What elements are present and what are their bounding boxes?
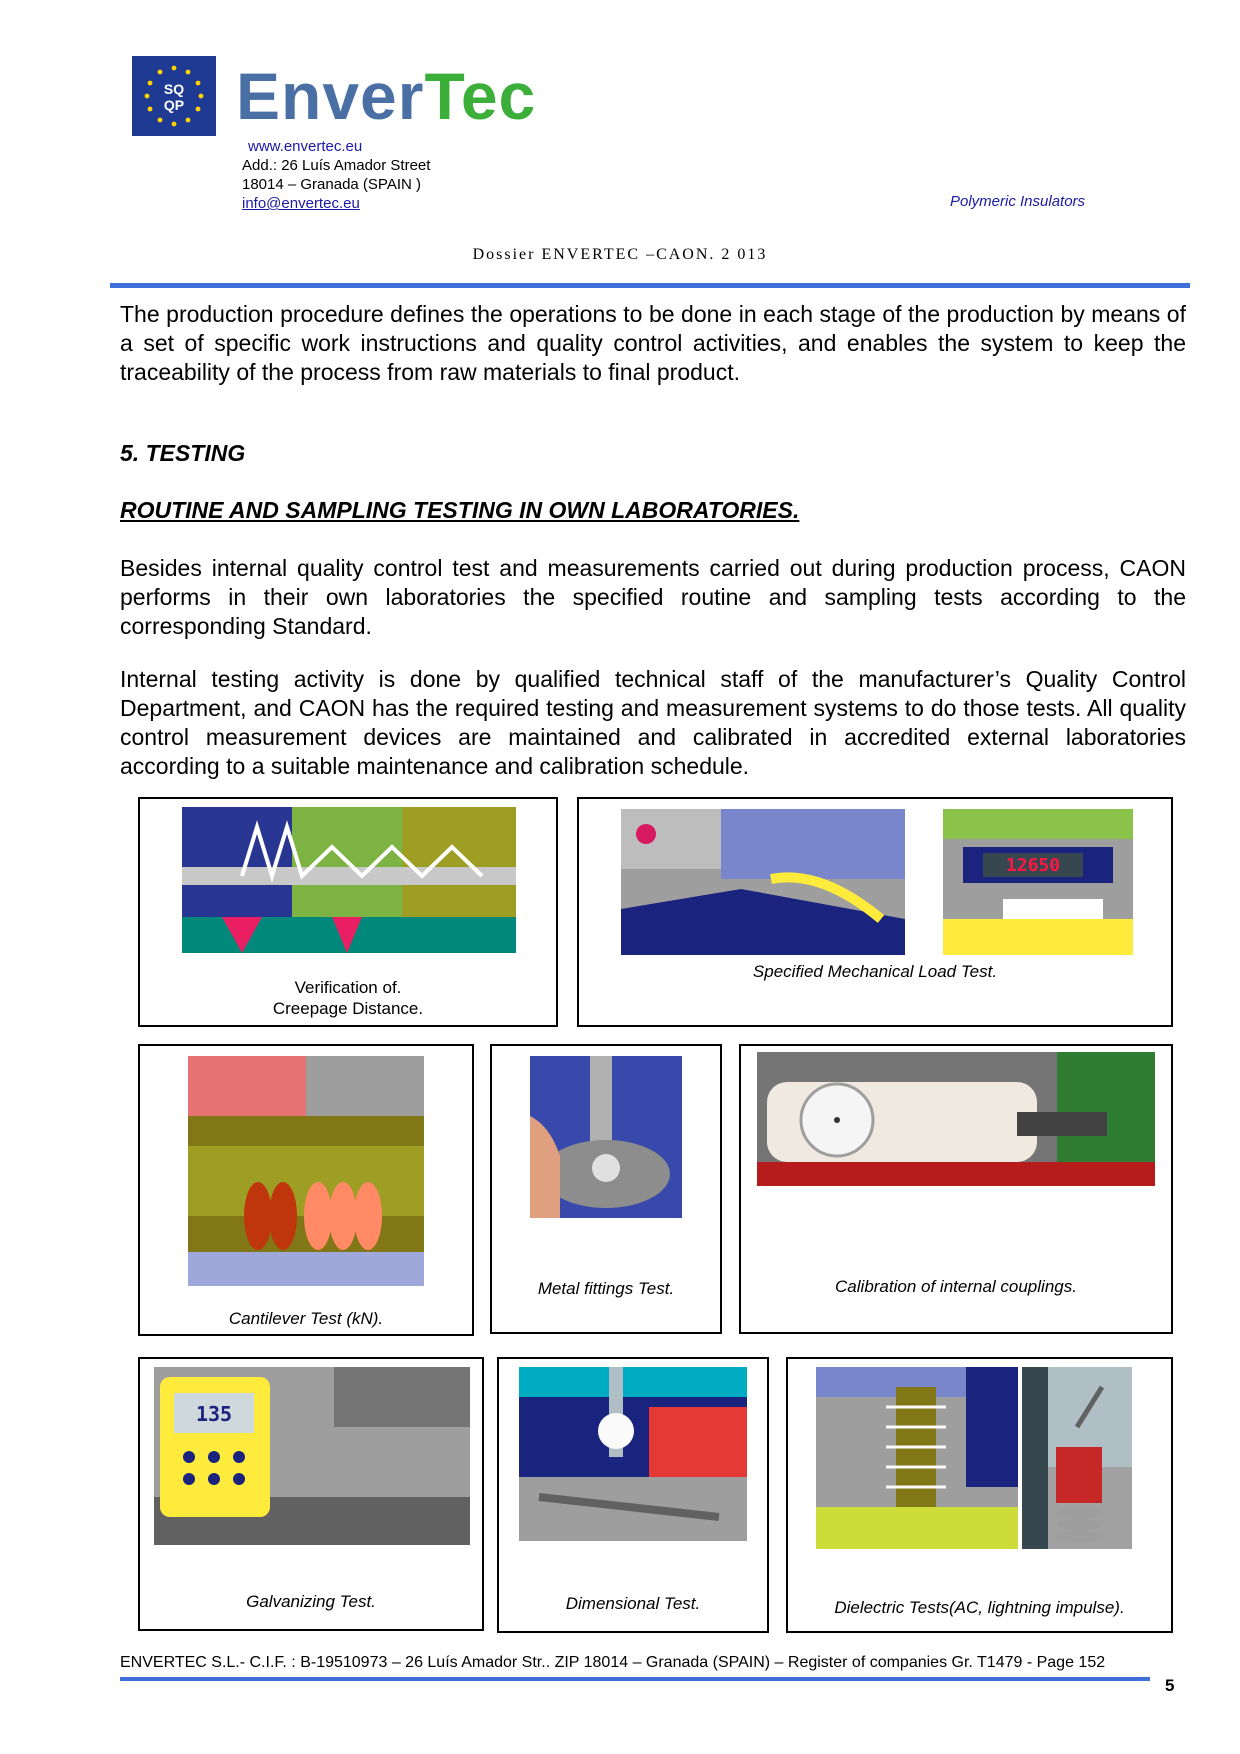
brand-name	[236, 56, 536, 136]
caption-dielectric: Dielectric Tests(AC, lightning impulse).	[834, 1598, 1125, 1617]
figure-dimensional	[497, 1357, 769, 1633]
photo-dimensional	[519, 1367, 747, 1541]
figure-galvanizing	[138, 1357, 484, 1631]
figure-metal	[490, 1044, 722, 1334]
photo-metal	[530, 1056, 682, 1218]
website-link[interactable]: www.envertec.eu	[248, 138, 363, 155]
photo-creepage	[182, 807, 516, 953]
paragraph-2: Internal testing activity is done by qualified technical staff of the manufacturer’s Quality Control Department, and CAON has the required testing and measurement systems to do those tests. All quality control measurement devices are maintained and calibrated in accredited external laboratories according to a suitable maintenance and calibration schedule.	[120, 666, 1186, 779]
address-line-1: Add.: 26 Luís Amador Street	[242, 157, 431, 174]
caption-calibration: Calibration of internal couplings.	[835, 1277, 1077, 1296]
brand-part-tec: Tec	[424, 59, 537, 133]
footer-text: ENVERTEC S.L.- C.I.F. : B-19510973 – 26 Luís Amador Str.. ZIP 18014 – Granada (SPAIN) – Register of companies Gr. T1479 - Page 152	[120, 1654, 1106, 1671]
logo-letters-bottom: QP	[163, 97, 185, 113]
paragraph-1: Besides internal quality control test and measurements carried out during production process, CAON performs in their own laboratories the specified routine and sampling tests according to the corresponding Standard.	[120, 555, 1186, 639]
caption-metal: Metal fittings Test.	[537, 1279, 675, 1298]
product-tagline: Polymeric Insulators	[950, 193, 1086, 210]
caption-galvanizing: Galvanizing Test.	[246, 1592, 376, 1611]
caption-mechanical: Specified Mechanical Load Test.	[752, 962, 998, 981]
header-divider	[110, 283, 1190, 288]
mechanical-display-reading: 12650	[1005, 855, 1061, 876]
address-block	[242, 137, 430, 213]
photo-dielectric-2	[1022, 1367, 1132, 1549]
galvanizing-display-reading: 135	[195, 1402, 233, 1426]
company-logo	[132, 56, 216, 136]
caption-creepage-line2: Creepage Distance.	[272, 999, 424, 1018]
figure-cantilever	[138, 1044, 474, 1336]
address-line-2: 18014 – Granada (SPAIN )	[242, 176, 421, 193]
email-link[interactable]: info@envertec.eu	[242, 195, 360, 212]
caption-creepage-line1: Verification of.	[294, 978, 402, 997]
photo-calibration	[757, 1052, 1155, 1186]
caption-cantilever: Cantilever Test (kN).	[228, 1309, 384, 1328]
eu-stars-logo-icon	[132, 56, 216, 136]
dossier-title: Dossier ENVERTEC –CAON. 2 013	[472, 246, 768, 263]
photo-dielectric-1	[816, 1367, 1018, 1549]
footer-divider	[120, 1677, 1150, 1681]
photo-mechanical-2	[943, 809, 1133, 955]
figure-dielectric	[786, 1357, 1173, 1633]
photo-cantilever	[188, 1056, 424, 1286]
caption-dimensional: Dimensional Test.	[565, 1594, 701, 1613]
figure-creepage	[138, 797, 558, 1027]
intro-paragraph: The production procedure defines the operations to be done in each stage of the production by means of a set of specific work instructions and quality control activities, and enables the system to keep the traceability of the process from raw materials to final product.	[120, 301, 1186, 385]
page-number: 5	[1165, 1676, 1175, 1695]
photo-mechanical-1	[621, 809, 905, 955]
brand-part-enver: Enver	[236, 59, 425, 133]
photo-galvanizing	[154, 1367, 470, 1545]
figure-calibration	[739, 1044, 1173, 1334]
logo-letters-top: SQ	[163, 81, 185, 97]
section-heading: 5. TESTING	[120, 440, 246, 466]
figure-mechanical	[577, 797, 1173, 1027]
sub-heading: ROUTINE AND SAMPLING TESTING IN OWN LABORATORIES.	[120, 497, 800, 523]
